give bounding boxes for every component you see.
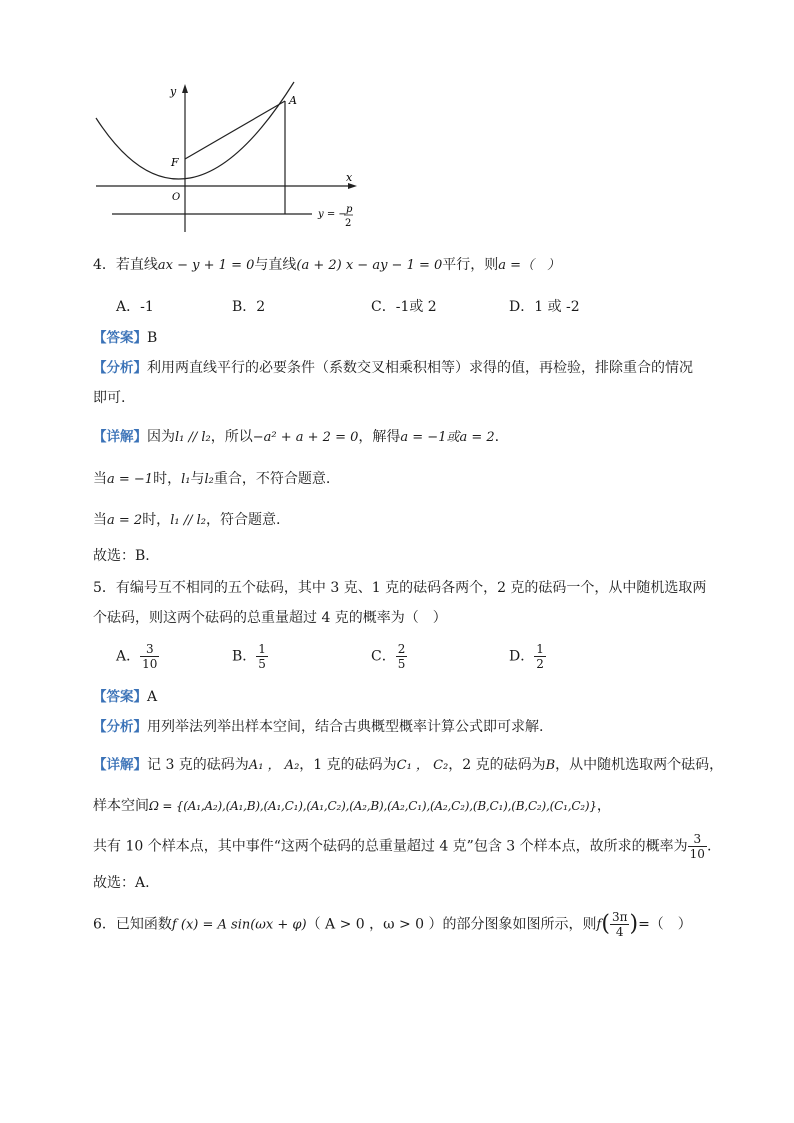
q4-stem: 4．若直线ax − y + 1 = 0与直线(a + 2) x − ay − 1 = 0平行，则a =（ ） — [93, 257, 561, 273]
q5-detail-line2: 样本空间Ω = {(A₁,A₂),(A₁,B),(A₁,C₁),(A₁,C₂),(A₂,B),(A₂,C₁),(A₂,C₂),(B,C₁),(B,C₂),(C₁,C₂)}， — [93, 798, 611, 814]
detail-tag: 【详解】 — [93, 429, 147, 445]
q4-l1-equation: ax − y + 1 = 0 — [157, 258, 255, 273]
parabola-curve — [96, 82, 294, 179]
q5-option-a: A． $\frac{3}{10}$ — [116, 642, 158, 671]
point-A-label: A — [289, 94, 297, 107]
sample-space-set: Ω = {(A₁,A₂),(A₁,B),(A₁,C₁),(A₁,C₂),(A₂,B),(A₂,C₁),(A₂,C₂),(B,C₁),(B,C₂),(C₁,C₂)} — [149, 799, 597, 813]
x-axis-label: x — [346, 171, 353, 184]
q4-l2-equation: (a + 2) x − ay − 1 = 0 — [296, 258, 443, 273]
detail-tag: 【详解】 — [93, 757, 147, 773]
analysis-tag: 【分析】 — [93, 360, 147, 376]
y-axis-arrow — [182, 84, 188, 93]
q4-option-a: A．-1 — [116, 299, 154, 315]
directrix-frac-num: p — [346, 204, 353, 215]
directrix-frac-den: 2 — [345, 218, 352, 229]
q4-option-b: B．2 — [232, 299, 266, 315]
q4-conclusion: 故选：B. — [93, 548, 150, 564]
directrix-label: y = − — [318, 209, 347, 220]
q5-option-d: D． $\frac{1}{2}$ — [509, 642, 544, 671]
q5-detail-line3: 共有 10 个样本点，其中事件“这两个砝码的总重量超过 4 克”包含 3 个样本点，故所求的概率为 $\frac{3}{10}$ . — [93, 832, 712, 861]
point-F-label: F — [171, 156, 179, 169]
q5-stem-line2: 个砝码，则这两个砝码的总重量超过 4 克的概率为（ ） — [93, 610, 447, 626]
q5-answer: 【答案】A — [93, 689, 158, 705]
y-axis-label: y — [170, 85, 177, 98]
q4-detail-line3: 当a = 2时，l₁ // l₂，符合题意. — [93, 512, 281, 528]
q4-option-d: D．1 或 -2 — [509, 299, 580, 315]
q5-analysis: 【分析】用列举法列举出样本空间，结合古典概型概率计算公式即可求解. — [93, 719, 544, 735]
analysis-tag: 【分析】 — [93, 719, 147, 735]
answer-tag: 【答案】 — [93, 689, 147, 705]
q5-option-b: B． $\frac{1}{5}$ — [232, 642, 266, 671]
q4-answer: 【答案】B — [93, 330, 158, 346]
q6-stem: 6．已知函数f (x) = A sin(ωx + φ)（ A > 0 ，ω > 0 ）的部分图象如图所示，则f( $\frac{3\pi}{4}$ )=（ ） — [93, 910, 692, 939]
q4-option-c: C．-1或 2 — [371, 299, 437, 315]
q5-conclusion: 故选：A. — [93, 875, 150, 891]
parabola-figure — [90, 78, 370, 238]
answer-tag: 【答案】 — [93, 330, 147, 346]
q5-detail-line1: 【详解】记 3 克的砝码为A₁ ， A₂，1 克的砝码为C₁ ， C₂，2 克的砝码为B，从中随机选取两个砝码， — [93, 757, 724, 773]
q4-analysis: 【分析】利用两直线平行的必要条件（系数交叉相乘积相等）求得的值，再检验，排除重合的情况 — [93, 360, 693, 376]
origin-label: O — [172, 192, 181, 203]
q4-analysis-line2: 即可. — [93, 390, 126, 406]
q6-function: f (x) = A sin(ωx + φ) — [171, 917, 307, 933]
q5-option-c: C． $\frac{2}{5}$ — [371, 642, 406, 671]
q4-detail-line1: 【详解】因为l₁ // l₂，所以−a² + a + 2 = 0，解得a = −1或a = 2. — [93, 429, 500, 445]
segment-FA — [185, 101, 285, 159]
q4-detail-line2: 当a = −1时，l₁与l₂重合，不符合题意. — [93, 471, 331, 487]
q5-stem-line1: 5．有编号互不相同的五个砝码，其中 3 克、1 克的砝码各两个，2 克的砝码一个，从中随机选取两 — [93, 580, 707, 596]
